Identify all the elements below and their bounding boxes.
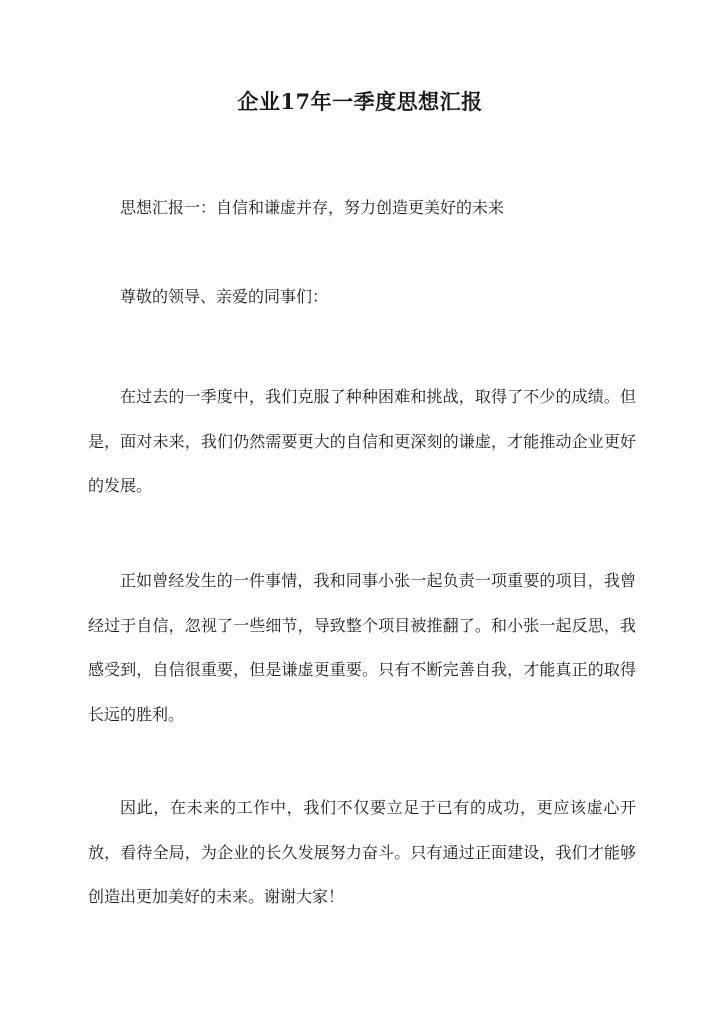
body-paragraph-3: 因此，在未来的工作中，我们不仅要立足于已有的成功，更应该虚心开放，看待全局，为企业的长久发展努力奋斗。只有通过正面建设，我们才能够创造出更加美好的未来。谢谢大家！	[88, 798, 636, 906]
body-paragraph-2: 正如曾经发生的一件事情，我和同事小张一起负责一项重要的项目，我曾经过于自信，忽视了一些细节，导致整个项目被推翻了。和小张一起反思，我感受到，自信很重要，但是谦虚更重要。只有不断完善自我，才能真正的取得长远的胜利。	[88, 571, 636, 724]
document-title: 企业17年一季度思想汇报	[237, 89, 483, 114]
greeting-line: 尊敬的领导、亲爱的同事们：	[120, 287, 329, 306]
body-paragraph-1: 在过去的一季度中，我们克服了种种困难和挑战，取得了不少的成绩。但是，面对未来，我们仍然需要更大的自信和更深刻的谦虚，才能推动企业更好的发展。	[88, 387, 636, 495]
report-subtitle: 思想汇报一：自信和谦虚并存，努力创造更美好的未来	[120, 198, 505, 217]
